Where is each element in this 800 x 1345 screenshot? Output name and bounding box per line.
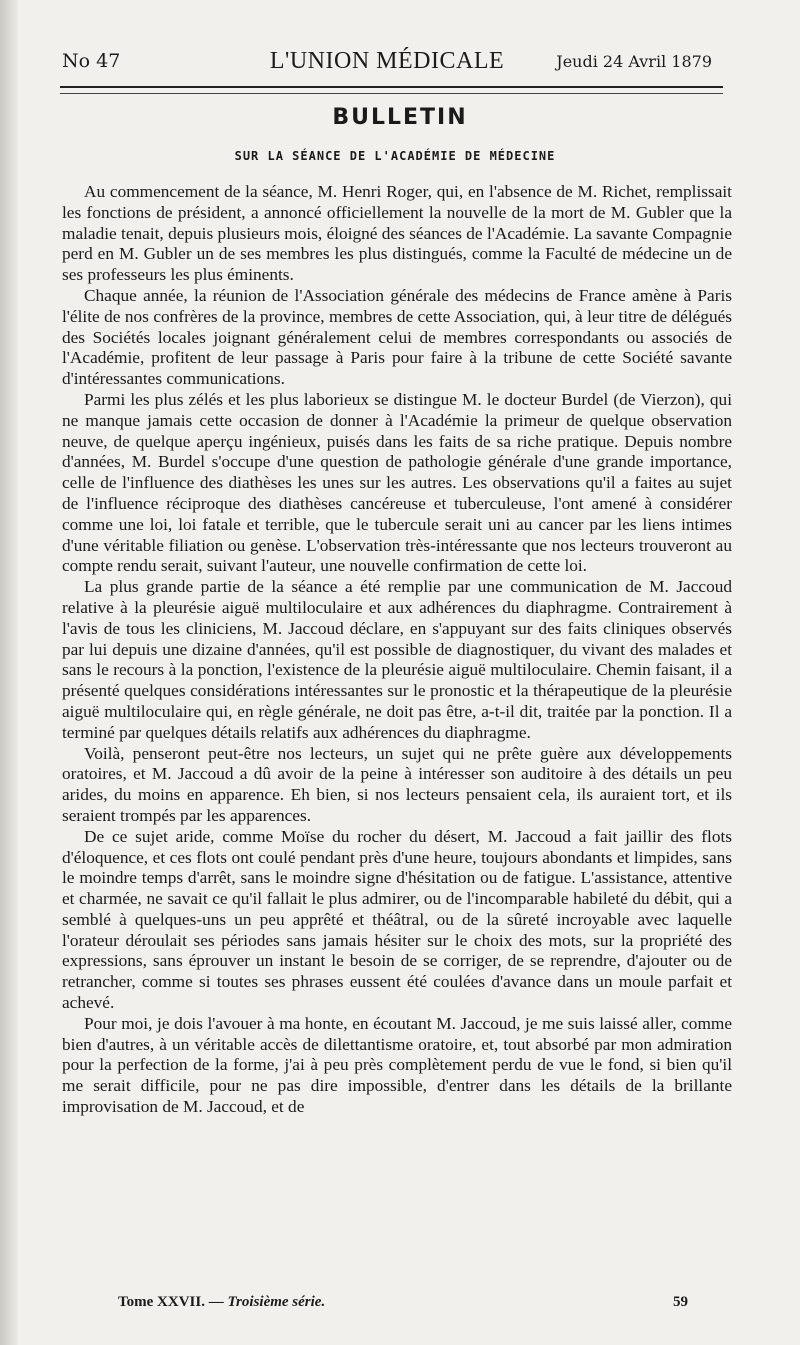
page-header: [62, 48, 712, 82]
paragraph-3: Parmi les plus zélés et les plus laborieux se distingue M. le docteur Burdel (de Vierzon), qui ne manque jamais cette occasion de donner à l'Académie la primeur de quelque observation neuve, de quelque aperçu ingénieux, puisés dans les faits de sa riche pratique. Depuis nombre d'années, M. Burdel s'occupe d'une question de pathologie générale d'une grande importance, celle de l'influence des diathèses les unes sur les autres. Les observations qu'il a faites au sujet de l'influence réciproque des diathèses cancéreuse et tuberculeuse, l'ont amené à considérer comme une loi, loi fatale et terrible, que le tubercule serait uni au cancer par les liens intimes d'une véritable filiation ou genèse. L'observation très-intéressante que nos lecteurs trouveront au compte rendu serait, suivant l'auteur, une nouvelle confirmation de cette loi.: [62, 389, 732, 576]
article-body: [62, 182, 732, 1118]
page-binding-edge: [0, 0, 18, 1345]
volume-info: [118, 1294, 325, 1311]
page-number: 59: [673, 1294, 688, 1310]
journal-title: L'UNION MÉDICALE: [269, 48, 505, 74]
issue-number: No 47: [62, 50, 121, 72]
paragraph-6: De ce sujet aride, comme Moïse du rocher du désert, M. Jaccoud a fait jaillir des flots d'éloquence, et ces flots ont coulé pendant près d'une heure, toujours abondants et limpides, sans le moindre temps d'arrêt, sans le moindre signe d'hésitation ou de fatigue. L'assistance, attentive et charmée, ne savait ce qu'il fallait le plus admirer, ou de l'incomparable habileté du débit, qui a semblé à quelques-uns un peu apprêté et théâtral, ou de la sûreté incroyable avec laquelle l'orateur déroulait ses périodes sans jamais hésiter sur le choix des mots, sur la propriété des expressions, sans éprouver un instant le besoin de se corriger, de se reprendre, d'ajouter ou de retrancher, comme si toutes ses phrases eussent été coulées d'avance dans un moule parfait et achevé.: [62, 826, 732, 1013]
paragraph-5: Voilà, penseront peut-être nos lecteurs, un sujet qui ne prête guère aux développements oratoires, et M. Jaccoud a dû avoir de la peine à intéresser son auditoire à des détails un peu arides, du moins en apparence. Eh bien, si nos lecteurs pensaient cela, ils auraient tort, et ils seraient trompés par les apparences.: [62, 743, 732, 825]
bulletin-title: BULLETIN: [332, 105, 468, 130]
series-label: Troisième série.: [227, 1294, 326, 1310]
paragraph-7: Pour moi, je dois l'avouer à ma honte, en écoutant M. Jaccoud, je me suis laissé aller, comme bien d'autres, à un véritable accès de dilettantisme oratoire, et, tout absorbé par mon admiration pour la perfection de la forme, j'ai à peu près complètement perdu de vue le fond, si bien qu'il me serait difficile, pour ne pas dire impossible, d'entrer dans les détails de la brillante improvisation de M. Jaccoud, et de: [62, 1013, 732, 1117]
paragraph-4: La plus grande partie de la séance a été remplie par une communication de M. Jaccoud relative à la pleurésie aiguë multiloculaire et aux adhérences du diaphragme. Contrairement à l'avis de tous les cliniciens, M. Jaccoud déclare, en s'appuyant sur des faits cliniques observés par lui depuis une dizaine d'années, qu'il est possible de diagnostiquer, du vivant des malades et sans le recours à la ponction, l'existence de la pleurésie aiguë multiloculaire. Chemin faisant, il a présenté quelques considérations intéressantes sur le pronostic et la thérapeutique de la pleurésie aiguë multiloculaire qui, en règle générale, ne doit pas être, a-t-il dit, traitée par la ponction. Il a terminé par quelques détails relatifs aux adhérences du diaphragme.: [62, 577, 732, 742]
page-footer: [118, 1294, 688, 1318]
bulletin-subtitle: SUR LA SÉANCE DE L'ACADÉMIE DE MÉDECINE: [234, 149, 556, 163]
paragraph-1: Au commencement de la séance, M. Henri Roger, qui, en l'absence de M. Richet, remplissait les fonctions de président, a annoncé officiellement la nouvelle de la mort de M. Gubler que la maladie tenait, depuis plusieurs mois, éloigné des séances de l'Académie. La savante Compagnie perd en M. Gubler un de ses membres les plus distingués, comme la Faculté de médecine un de ses professeurs les plus éminents.: [62, 182, 732, 285]
paragraph-2: Chaque année, la réunion de l'Association générale des médecins de France amène à Paris l'élite de nos confrères de la province, membres de cette Association, qui, à leur titre de délégués des Sociétés locales joignant généralement celui de membres correspondants ou associés de l'Académie, profitent de leur passage à Paris pour faire à la tribune de cette Société savante d'intéressantes communications.: [62, 285, 732, 389]
header-rule: [60, 86, 723, 94]
issue-date: Jeudi 24 Avril 1879: [556, 52, 712, 71]
tome-label: Tome XXVII. —: [118, 1294, 224, 1310]
